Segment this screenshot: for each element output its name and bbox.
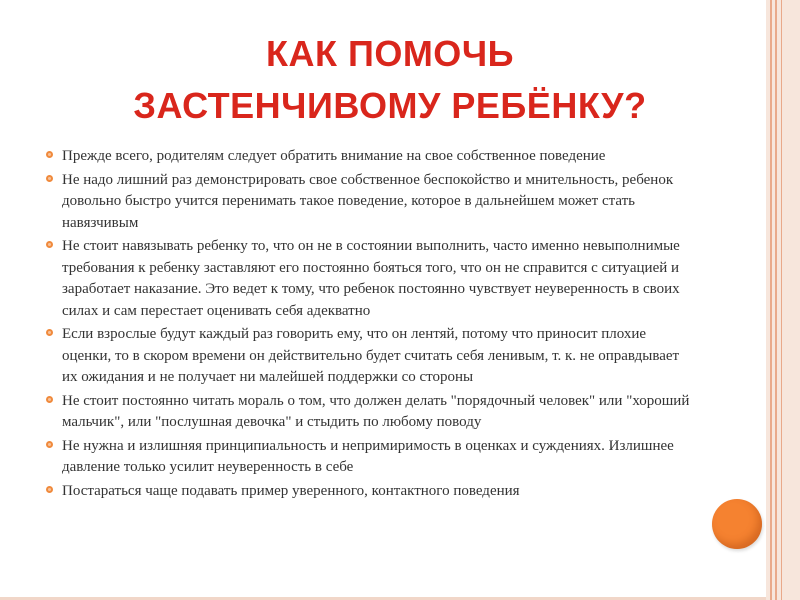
border-stripe — [775, 0, 777, 600]
bullet-item — [46, 481, 696, 503]
bullet-item — [46, 236, 696, 322]
bullet-dot-icon — [46, 241, 53, 248]
bullet-item — [46, 391, 696, 434]
bullet-item — [46, 436, 696, 479]
bullet-dot-icon — [46, 396, 53, 403]
bullet-dot-icon — [46, 329, 53, 336]
bullet-item — [46, 324, 696, 389]
bullet-list — [46, 146, 696, 504]
bullet-dot-icon — [46, 441, 53, 448]
decorative-border-right — [766, 0, 800, 600]
bullet-item — [46, 170, 696, 235]
bullet-text: Постараться чаще подавать пример уверенного, контактного поведения — [62, 482, 520, 499]
bullet-text: Не стоит постоянно читать мораль о том, что должен делать "порядочный человек" или "хороший мальчик", или "послушная девочка" и стыдить по любому поводу — [62, 392, 690, 430]
bullet-dot-icon — [46, 486, 53, 493]
bullet-item — [46, 146, 696, 168]
decorative-circle-icon — [712, 499, 762, 549]
title-line-1: КАК ПОМОЧЬ — [266, 33, 514, 74]
bullet-text: Не нужна и излишняя принципиальность и непримиримость в оценках и суждениях. Излишнее давление только усилит неуверенность в себе — [62, 437, 674, 475]
bullet-text: Если взрослые будут каждый раз говорить ему, что он лентяй, потому что приносит плохие оценки, то в скором времени он действительно будет считать себя ленивым, т. к. не оправдывает их ожидания и не получает ни малейшей поддержки со стороны — [62, 326, 680, 385]
bullet-dot-icon — [46, 151, 53, 158]
title-line-2: ЗАСТЕНЧИВОМУ РЕБЁНКУ? — [133, 85, 647, 126]
slide-title — [40, 28, 740, 132]
bullet-text: Не стоит навязывать ребенку то, что он не в состоянии выполнить, часто именно невыполнимые требования к ребенку заставляют его постоянно бояться того, что он не справится с ситуацией и заработает наказание. Это ведет к тому, что ребенок постоянно чувствует неуверенность в своих силах и сам перестает оценивать себя адекватно — [62, 238, 680, 319]
bullet-text: Не надо лишний раз демонстрировать свое собственное беспокойство и мнительность, ребенок довольно быстро учится перенимать такое поведение, которое в дальнейшем может стать навязчивым — [62, 171, 674, 231]
bullet-text: Прежде всего, родителям следует обратить внимание на свое собственное поведение — [62, 148, 606, 164]
border-stripe — [770, 0, 772, 600]
border-stripe — [781, 0, 782, 600]
bullet-dot-icon — [46, 175, 53, 182]
